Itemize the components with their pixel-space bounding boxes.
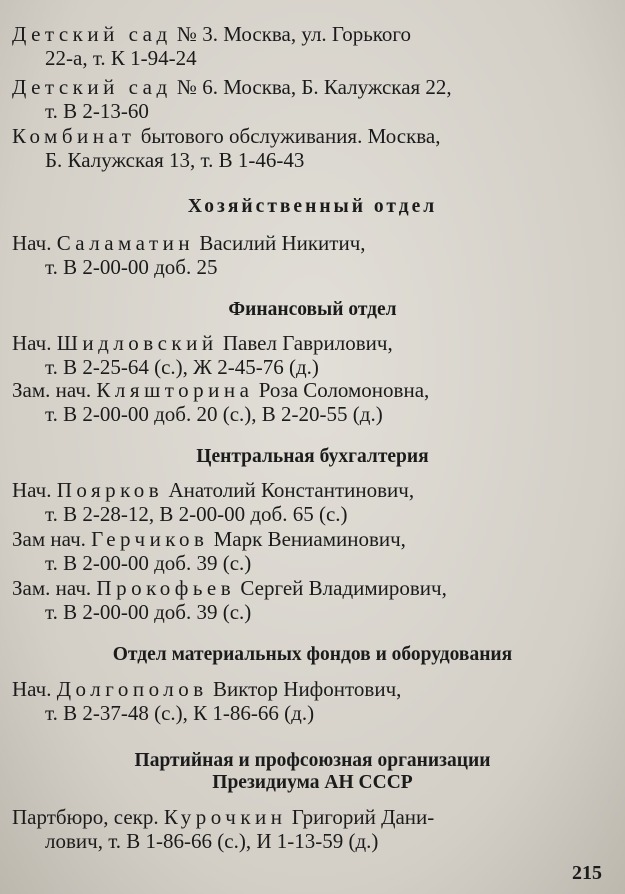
- person-role: Нач.: [12, 677, 52, 701]
- person-name: Павел Гаврилович,: [217, 331, 393, 355]
- person-surname: Кляшторина: [96, 378, 254, 402]
- person-role: Зам. нач.: [12, 576, 92, 600]
- entry-name: Детский сад: [12, 22, 172, 46]
- person-role: Зам нач.: [12, 527, 86, 551]
- entry-name: Детский сад: [12, 75, 172, 99]
- section-heading: Отдел материальных фондов и оборудования: [112, 644, 513, 665]
- person-role: Партбюро, секр.: [12, 805, 159, 829]
- person-entry: [0, 478, 625, 502]
- page-number: 215: [572, 862, 602, 884]
- entry-address: бытового обслуживания. Москва,: [135, 124, 441, 148]
- section-heading-line2: Президиума АН СССР: [212, 772, 413, 793]
- person-phone: т. В 2-25-64 (с.), Ж 2-45-76 (д.): [45, 355, 319, 379]
- person-entry: [0, 527, 625, 551]
- entry-kindergarten-3: [0, 22, 625, 46]
- section-heading: Хозяйственный отдел: [187, 196, 438, 217]
- entry-continuation: Б. Калужская 13, т. В 1-46-43: [45, 148, 305, 172]
- person-name: Виктор Нифонтович,: [207, 677, 402, 701]
- person-name: Василий Никитич,: [194, 231, 366, 255]
- person-name: Роза Соломоновна,: [253, 378, 430, 402]
- person-surname: Курочкин: [163, 805, 287, 829]
- person-surname: Шидловский: [56, 331, 218, 355]
- person-name: Григорий Дани-: [286, 805, 435, 829]
- person-phone: т. В 2-37-48 (с.), К 1-86-66 (д.): [45, 701, 315, 725]
- entry-address: № 3. Москва, ул. Горького: [171, 22, 412, 46]
- entry-continuation: т. В 2-13-60: [45, 99, 149, 123]
- person-surname: Саламатин: [56, 231, 195, 255]
- person-surname: Поярков: [56, 478, 164, 502]
- section-heading: Партийная и профсоюзная организации: [134, 750, 491, 771]
- person-name: Марк Вениаминович,: [208, 527, 406, 551]
- person-phone: т. В 2-00-00 доб. 39 (с.): [45, 551, 252, 575]
- person-phone: т. В 2-28-12, В 2-00-00 доб. 65 (с.): [45, 502, 348, 526]
- entry-services: [0, 124, 625, 148]
- person-entry: [0, 805, 625, 829]
- section-heading: Центральная бухгалтерия: [196, 446, 429, 467]
- entry-continuation: 22-а, т. К 1-94-24: [45, 46, 197, 70]
- person-phone: лович, т. В 1-86-66 (с.), И 1-13-59 (д.): [45, 829, 379, 853]
- person-name: Анатолий Константинович,: [163, 478, 415, 502]
- entry-address: № 6. Москва, Б. Калужская 22,: [171, 75, 452, 99]
- person-role: Нач.: [12, 331, 52, 355]
- entry-kindergarten-6: [0, 75, 625, 99]
- person-surname: Прокофьев: [96, 576, 236, 600]
- person-name: Сергей Владимирович,: [235, 576, 447, 600]
- person-phone: т. В 2-00-00 доб. 39 (с.): [45, 600, 252, 624]
- person-surname: Герчиков: [91, 527, 209, 551]
- person-entry: [0, 378, 625, 402]
- person-phone: т. В 2-00-00 доб. 20 (с.), В 2-20-55 (д.): [45, 402, 383, 426]
- person-role: Нач.: [12, 478, 52, 502]
- person-phone: т. В 2-00-00 доб. 25: [45, 255, 218, 279]
- person-entry: [0, 576, 625, 600]
- person-entry: [0, 231, 625, 255]
- person-entry: [0, 331, 625, 355]
- section-heading: Финансовый отдел: [228, 299, 397, 320]
- person-entry: [0, 677, 625, 701]
- person-role: Нач.: [12, 231, 52, 255]
- person-role: Зам. нач.: [12, 378, 92, 402]
- person-surname: Долгополов: [56, 677, 208, 701]
- entry-name: Комбинат: [12, 124, 136, 148]
